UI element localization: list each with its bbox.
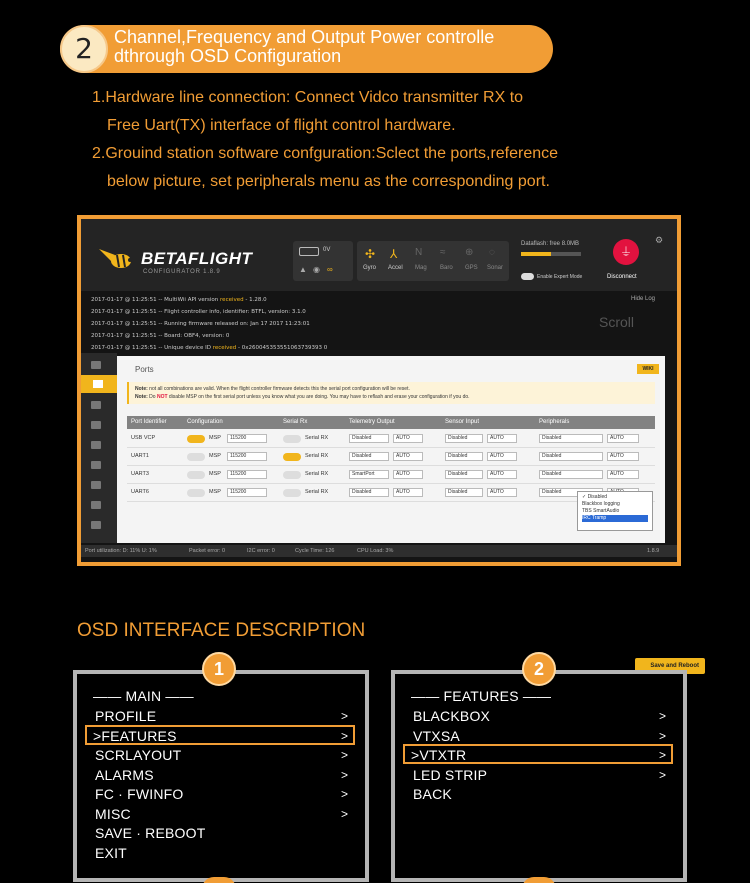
osd-menu-item[interactable]: EXIT (95, 844, 127, 861)
disconnect-button[interactable] (613, 239, 639, 265)
peripherals-select[interactable]: Disabled (539, 434, 603, 443)
link-icon: ∞ (327, 265, 333, 274)
dropdown-option-selected[interactable]: IRC Tramp (582, 515, 648, 522)
section-number-badge: 2 (60, 25, 108, 73)
telemetry-baud-select[interactable]: AUTO (393, 488, 423, 497)
disconnect-label: Disconnect (607, 274, 637, 280)
port-identifier: UART6 (131, 489, 149, 495)
betaflight-header (81, 219, 677, 291)
usb-icon: ⏚ (619, 245, 632, 259)
osd-step-badge-2: 2 (522, 652, 556, 686)
telemetry-select[interactable]: Disabled (349, 488, 389, 497)
gear-icon[interactable]: ⚙ (655, 235, 664, 245)
battery-indicator (293, 241, 353, 281)
sensor-select[interactable]: Disabled (445, 434, 483, 443)
osd-submenu-arrow: > (659, 709, 667, 723)
mag-icon: N (415, 247, 423, 258)
serial-rx-toggle[interactable] (283, 471, 301, 479)
status-cycle-time: Cycle Time: 126 (295, 548, 335, 554)
log-panel (91, 294, 591, 354)
battery-voltage: 0V (323, 247, 331, 253)
col-peripherals: Peripherals (539, 419, 570, 425)
sensor-indicators (357, 241, 509, 281)
osd-menu-item[interactable]: PROFILE (95, 708, 157, 724)
sensor-label-accel: Accel (388, 265, 403, 271)
dropdown-option[interactable]: ✓ Disabled (582, 494, 608, 500)
osd-menu-item[interactable]: LED STRIP (413, 766, 488, 783)
col-sensor-input: Sensor Input (445, 419, 480, 425)
log-line: 2017-01-17 @ 11:25:51 -- Unique device ID received - 0x260045353551063739393 0 (91, 345, 328, 351)
osd-submenu-arrow: > (341, 787, 349, 801)
peripherals-baud-select[interactable]: AUTO (607, 452, 639, 461)
warning-icon: ▲ (299, 265, 307, 274)
osd-menu-item[interactable]: VTXSA (413, 727, 460, 744)
status-i2c-error: I2C error: 0 (247, 548, 275, 554)
telemetry-baud-select[interactable]: AUTO (393, 434, 423, 443)
dropdown-option[interactable]: TBS SmartAudio (582, 508, 620, 514)
col-telemetry: Telemetry Output (349, 419, 395, 425)
log-line: 2017-01-17 @ 11:25:51 -- Running firmware released on: Jan 17 2017 11:23:01 (91, 321, 310, 327)
sensor-label-baro: Baro (440, 265, 453, 271)
msp-toggle[interactable] (187, 489, 205, 497)
msp-toggle[interactable] (187, 471, 205, 479)
instruction-line-2: Free Uart(TX) interface of flight control hardware. (107, 117, 456, 134)
instruction-line-4: below picture, set peripherals menu as the corresponding port. (107, 173, 550, 190)
msp-baud-select[interactable]: 115200 (227, 470, 267, 479)
accel-icon: ⅄ (390, 247, 398, 261)
status-version: 1.8.9 (647, 548, 660, 554)
ports-note: Note: not all combinations are valid. When the flight controller firmware detects this the serial port configuration will be reset. Note: Do NOT disable MSP on the first serial port unless you know what you are doing. You may have to reflash and erase your configuration if you do. (127, 382, 655, 404)
osd-step-badge-1: 1 (202, 652, 236, 686)
table-row (127, 466, 655, 484)
osd-menu-item[interactable]: MISC (95, 805, 131, 822)
table-header (127, 416, 655, 429)
peripherals-dropdown[interactable] (577, 491, 653, 531)
baro-icon: ≈ (440, 247, 446, 258)
table-row (127, 448, 655, 466)
tab-title: Ports (135, 365, 154, 374)
status-bar (81, 545, 677, 557)
telemetry-baud-select[interactable]: AUTO (393, 470, 423, 479)
serial-rx-toggle[interactable] (283, 435, 301, 443)
log-line: 2017-01-17 @ 11:25:51 -- MultiWii API version received - 1.28.0 (91, 297, 267, 303)
serial-rx-label: Serial RX (305, 435, 329, 441)
col-serial-rx: Serial Rx (283, 419, 308, 425)
table-row (127, 430, 655, 448)
peripherals-baud-select[interactable]: AUTO (607, 470, 639, 479)
sonar-icon: ◌ (489, 247, 495, 258)
osd-menu-header: —— FEATURES —— (411, 688, 552, 704)
betaflight-subtitle: CONFIGURATOR 1.8.9 (143, 269, 221, 275)
bee-logo-icon (97, 243, 137, 273)
msp-baud-select[interactable]: 115200 (227, 488, 267, 497)
gps-icon: ⊕ (465, 247, 474, 258)
msp-label: MSP (209, 489, 221, 495)
osd-menu-item[interactable]: >FEATURES (93, 727, 177, 744)
modes-icon[interactable] (91, 461, 101, 469)
osd-submenu-arrow: > (659, 748, 667, 762)
serial-rx-toggle[interactable] (283, 453, 301, 461)
osd-submenu-arrow: > (659, 767, 667, 782)
sidebar-item-ports[interactable] (81, 375, 117, 393)
port-identifier: UART3 (131, 471, 149, 477)
sensor-select[interactable]: Disabled (445, 452, 483, 461)
sensor-baud-select[interactable]: AUTO (487, 434, 517, 443)
serial-rx-toggle[interactable] (283, 489, 301, 497)
sensor-select[interactable]: Disabled (445, 470, 483, 479)
serial-rx-label: Serial RX (305, 489, 329, 495)
gyro-icon: ✣ (365, 247, 376, 261)
scroll-label: Scroll (599, 314, 635, 330)
sensor-baud-select[interactable]: AUTO (487, 470, 517, 479)
osd-menu-item[interactable]: BLACKBOX (413, 708, 491, 724)
instruction-line-1: 1.Hardware line connection: Connect Vidco transmitter RX to (92, 89, 524, 106)
wifi-icon: ◉ (313, 265, 320, 274)
log-line: 2017-01-17 @ 11:25:51 -- Board: OBF4, version: 0 (91, 333, 230, 339)
osd-selection-highlight (403, 744, 673, 764)
osd-panel-main (73, 670, 369, 882)
wiki-button[interactable]: WIKI (637, 364, 659, 374)
telemetry-select[interactable]: Disabled (349, 434, 389, 443)
msp-label: MSP (209, 471, 221, 477)
ports-icon (93, 380, 103, 388)
osd-submenu-arrow: > (341, 767, 349, 782)
osd-menu-item[interactable]: >VTXTR (411, 747, 467, 763)
serial-rx-label: Serial RX (305, 453, 329, 459)
peripherals-baud-select[interactable]: AUTO (607, 434, 639, 443)
sensor-label-gyro: Gyro (363, 265, 377, 271)
instruction-line-3: 2.Grouind station software confguration:Sclect the ports,reference (92, 145, 559, 162)
peripherals-select[interactable]: Disabled (539, 488, 603, 497)
serial-rx-label: Serial RX (305, 471, 329, 477)
sensor-select[interactable]: Disabled (445, 488, 483, 497)
osd-menu-item[interactable]: SCRLAYOUT (95, 747, 182, 763)
osd-submenu-arrow: > (341, 806, 349, 821)
sensor-baud-select[interactable]: AUTO (487, 452, 517, 461)
osd-selection-highlight (85, 725, 355, 745)
hide-log-link[interactable]: Hide Log (631, 296, 656, 302)
port-identifier: UART1 (131, 453, 149, 459)
status-cpu-load: CPU Load: 3% (357, 548, 394, 554)
osd-menu-item[interactable]: SAVE · REBOOT (95, 825, 206, 841)
msp-baud-select[interactable]: 115200 (227, 434, 267, 443)
osd-section-title: OSD INTERFACE DESCRIPTION (77, 620, 366, 641)
sensor-label-mag: Mag (415, 265, 427, 271)
betaflight-brand: BETAFLIGHT (141, 249, 253, 268)
msp-toggle[interactable] (187, 435, 205, 443)
osd-panel-features (391, 670, 687, 882)
receiver-icon[interactable] (91, 441, 101, 449)
battery-icon (299, 247, 319, 256)
pid-icon[interactable] (91, 421, 101, 429)
table-row (127, 484, 655, 502)
osd-menu-header: —— MAIN —— (93, 688, 194, 704)
peripherals-select[interactable]: Disabled (539, 470, 603, 479)
osd-menu-item[interactable]: FC · FWINFO (95, 786, 184, 802)
osd-menu-item[interactable]: BACK (413, 786, 452, 802)
port-identifier: USB VCP (131, 435, 156, 441)
sensor-label-sonar: Sonar (487, 265, 504, 271)
expert-mode-label: Enable Expert Mode (537, 274, 583, 280)
section-title: Channel,Frequency and Output Power controlle dthrough OSD Configuration (114, 27, 495, 66)
peripherals-select[interactable]: Disabled (539, 452, 603, 461)
dataflash-label: Dataflash: free 8.0MB (521, 241, 580, 247)
osd-submenu-arrow: > (659, 728, 667, 743)
telemetry-select[interactable]: Disabled (349, 452, 389, 461)
status-packet-error: Packet error: 0 (189, 548, 226, 554)
servos-icon[interactable] (91, 481, 101, 489)
dataflash-bar (521, 252, 581, 256)
sensor-label-gps: GPS (465, 265, 478, 271)
expert-mode-toggle[interactable] (521, 273, 534, 280)
col-configuration: Configuration (187, 419, 223, 425)
msp-baud-select[interactable]: 115200 (227, 452, 267, 461)
msp-toggle[interactable] (187, 453, 205, 461)
log-line: 2017-01-17 @ 11:25:51 -- Flight controller info, identifier: BTFL, version: 3.1.0 (91, 309, 306, 315)
telemetry-select[interactable]: SmartPort (349, 470, 389, 479)
osd-submenu-arrow: > (341, 748, 349, 762)
sidebar-nav (81, 353, 117, 543)
config-icon[interactable] (91, 401, 101, 409)
msp-label: MSP (209, 435, 221, 441)
dropdown-option[interactable]: Blackbox logging (582, 501, 620, 507)
col-port-identifier: Port Identifier (131, 419, 167, 425)
osd-submenu-arrow: > (341, 709, 349, 723)
osd-submenu-arrow: > (341, 728, 349, 743)
osd-icon[interactable] (91, 521, 101, 529)
telemetry-baud-select[interactable]: AUTO (393, 452, 423, 461)
osd-menu-item[interactable]: ALARMS (95, 766, 154, 783)
sensor-baud-select[interactable]: AUTO (487, 488, 517, 497)
save-reboot-button[interactable]: Save and Reboot (635, 658, 705, 674)
msp-label: MSP (209, 453, 221, 459)
wrench-icon[interactable] (91, 361, 101, 369)
status-port-util: Port utilization: D: 11% U: 1% (85, 548, 157, 554)
motors-icon[interactable] (91, 501, 101, 509)
